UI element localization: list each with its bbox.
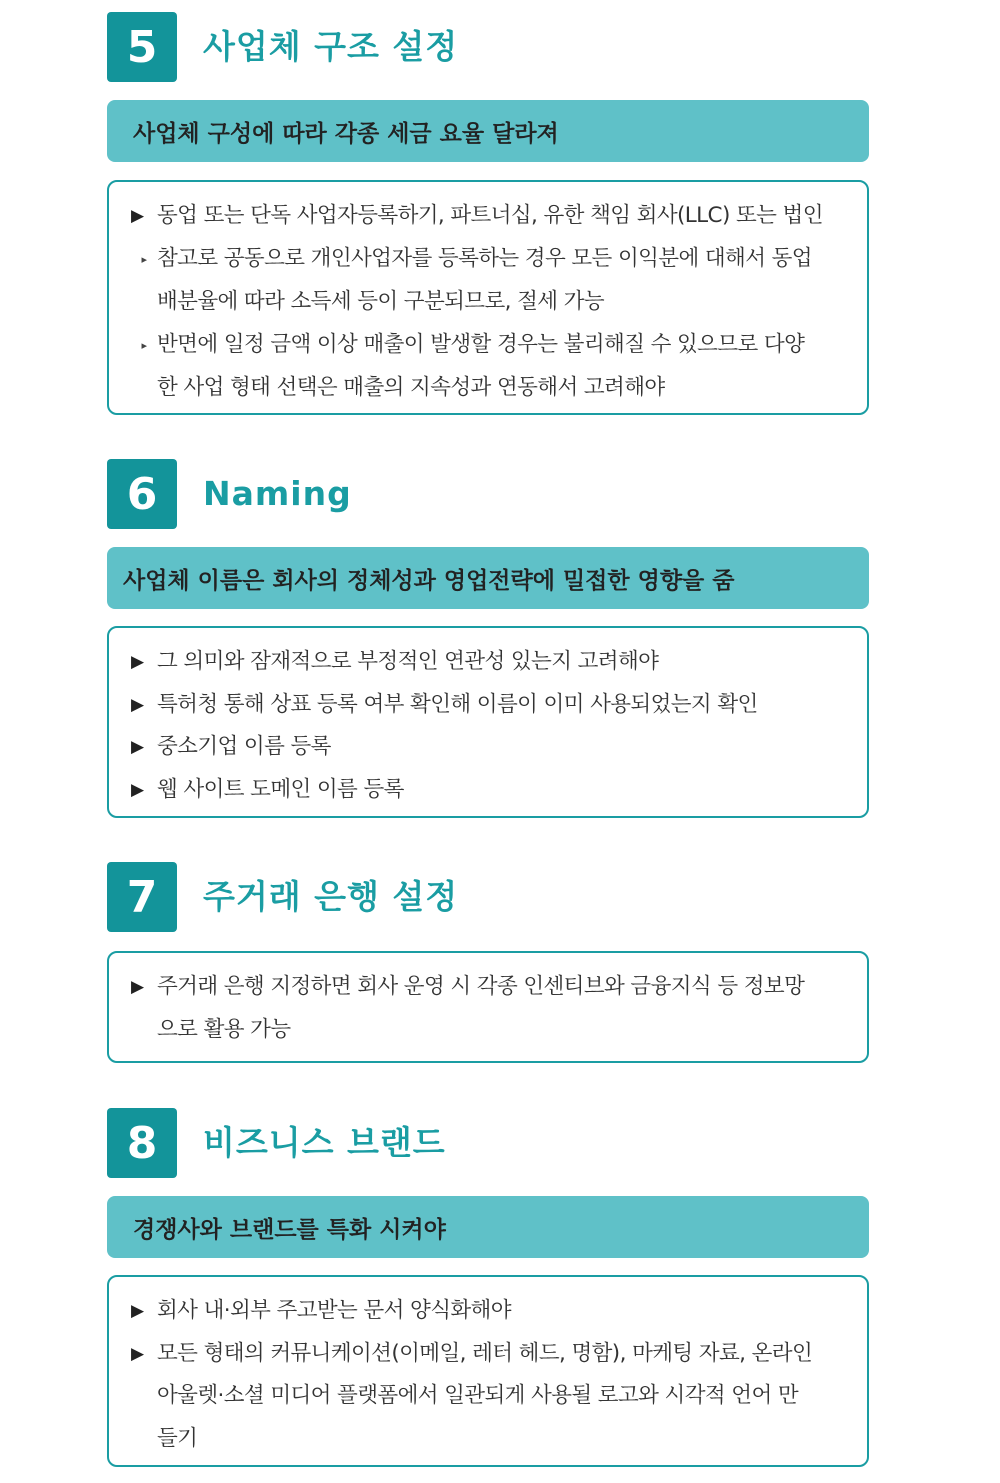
triangle-bullet-icon: ▶ (131, 977, 144, 997)
list-item-continuation (131, 1418, 849, 1461)
list-item-text: 으로 활용 가능 (157, 1016, 291, 1042)
list-item-continuation (131, 281, 849, 324)
small-triangle-bullet-icon: ▸ (141, 252, 147, 266)
list-item-text: 특허청 통해 상표 등록 여부 확인해 이름이 이미 사용되었는지 확인 (157, 691, 758, 717)
list-item-text: 모든 형태의 커뮤니케이션(이메일, 레터 헤드, 명함), 마케팅 자료, 온라인 (157, 1340, 813, 1366)
list-item-text: 한 사업 형태 선택은 매출의 지속성과 연동해서 고려해야 (157, 375, 665, 400)
list-item (131, 1290, 849, 1333)
section-title: Naming (203, 474, 352, 513)
list-item (131, 324, 849, 368)
section-7 (107, 862, 869, 1042)
section-subtitle-band: 사업체 이름은 회사의 정체성과 영업전략에 밀접한 영향을 줌 (107, 547, 869, 609)
content-box (107, 951, 869, 1063)
list-item (131, 238, 849, 282)
section-header (107, 862, 869, 934)
triangle-bullet-icon: ▶ (131, 737, 144, 757)
list-item-continuation (131, 1375, 849, 1418)
triangle-bullet-icon: ▶ (131, 652, 144, 672)
content-box (107, 1275, 869, 1467)
small-triangle-bullet-icon: ▸ (141, 338, 147, 352)
section-subtitle-band: 사업체 구성에 따라 각종 세금 요율 달라져 (107, 100, 869, 162)
list-item (131, 726, 849, 769)
section-header (107, 459, 869, 531)
section-title: 비즈니스 브랜드 (203, 1123, 446, 1162)
section-number-badge: 8 (107, 1108, 177, 1178)
section-number-badge: 5 (107, 12, 177, 82)
triangle-bullet-icon: ▶ (131, 694, 144, 715)
list-item-continuation (131, 367, 849, 410)
list-item-text: 중소기업 이름 등록 (157, 734, 331, 759)
section-title: 주거래 은행 설정 (203, 877, 459, 916)
list-item-text: 들기 (157, 1425, 198, 1451)
list-item (131, 1333, 849, 1376)
list-item-text: 동업 또는 단독 사업자등록하기, 파트너십, 유한 책임 회사(LLC) 또는 법인 (157, 203, 823, 228)
list-item (131, 769, 849, 812)
list-item-text: 아울렛·소셜 미디어 플랫폼에서 일관되게 사용될 로고와 시각적 언어 만 (157, 1383, 799, 1408)
list-item (131, 966, 849, 1009)
triangle-bullet-icon: ▶ (131, 779, 144, 800)
section-number-badge: 7 (107, 862, 177, 932)
list-item-text: 그 의미와 잠재적으로 부정적인 연관성 있는지 고려해야 (157, 649, 659, 674)
list-item-continuation (131, 1009, 849, 1052)
section-number-badge: 6 (107, 459, 177, 529)
section-header (107, 12, 869, 84)
list-item-text: 참고로 공동으로 개인사업자를 등록하는 경우 모든 이익분에 대해서 동업 (157, 245, 812, 271)
list-item-text: 배분율에 따라 소득세 등이 구분되므로, 절세 가능 (157, 289, 605, 314)
triangle-bullet-icon: ▶ (131, 206, 144, 226)
list-item-text: 주거래 은행 지정하면 회사 운영 시 각종 인센티브와 금융지식 등 정보망 (157, 974, 805, 999)
triangle-bullet-icon: ▶ (131, 1343, 144, 1364)
list-item-text: 웹 사이트 도메인 이름 등록 (157, 776, 404, 802)
list-item-text: 회사 내·외부 주고받는 문서 양식화해야 (157, 1298, 511, 1323)
content-box (107, 626, 869, 818)
list-item-text: 반면에 일정 금액 이상 매출이 발생할 경우는 불리해질 수 있으므로 다양 (157, 331, 805, 357)
section-5 (107, 12, 869, 400)
content-box (107, 180, 869, 415)
section-8 (107, 1108, 869, 1451)
triangle-bullet-icon: ▶ (131, 1301, 144, 1321)
section-subtitle-band: 경쟁사와 브랜드를 특화 시켜야 (107, 1196, 869, 1258)
section-6 (107, 459, 869, 802)
section-title: 사업체 구조 설정 (203, 27, 459, 66)
list-item (131, 195, 849, 238)
list-item (131, 684, 849, 727)
list-item (131, 641, 849, 684)
section-header (107, 1108, 869, 1180)
